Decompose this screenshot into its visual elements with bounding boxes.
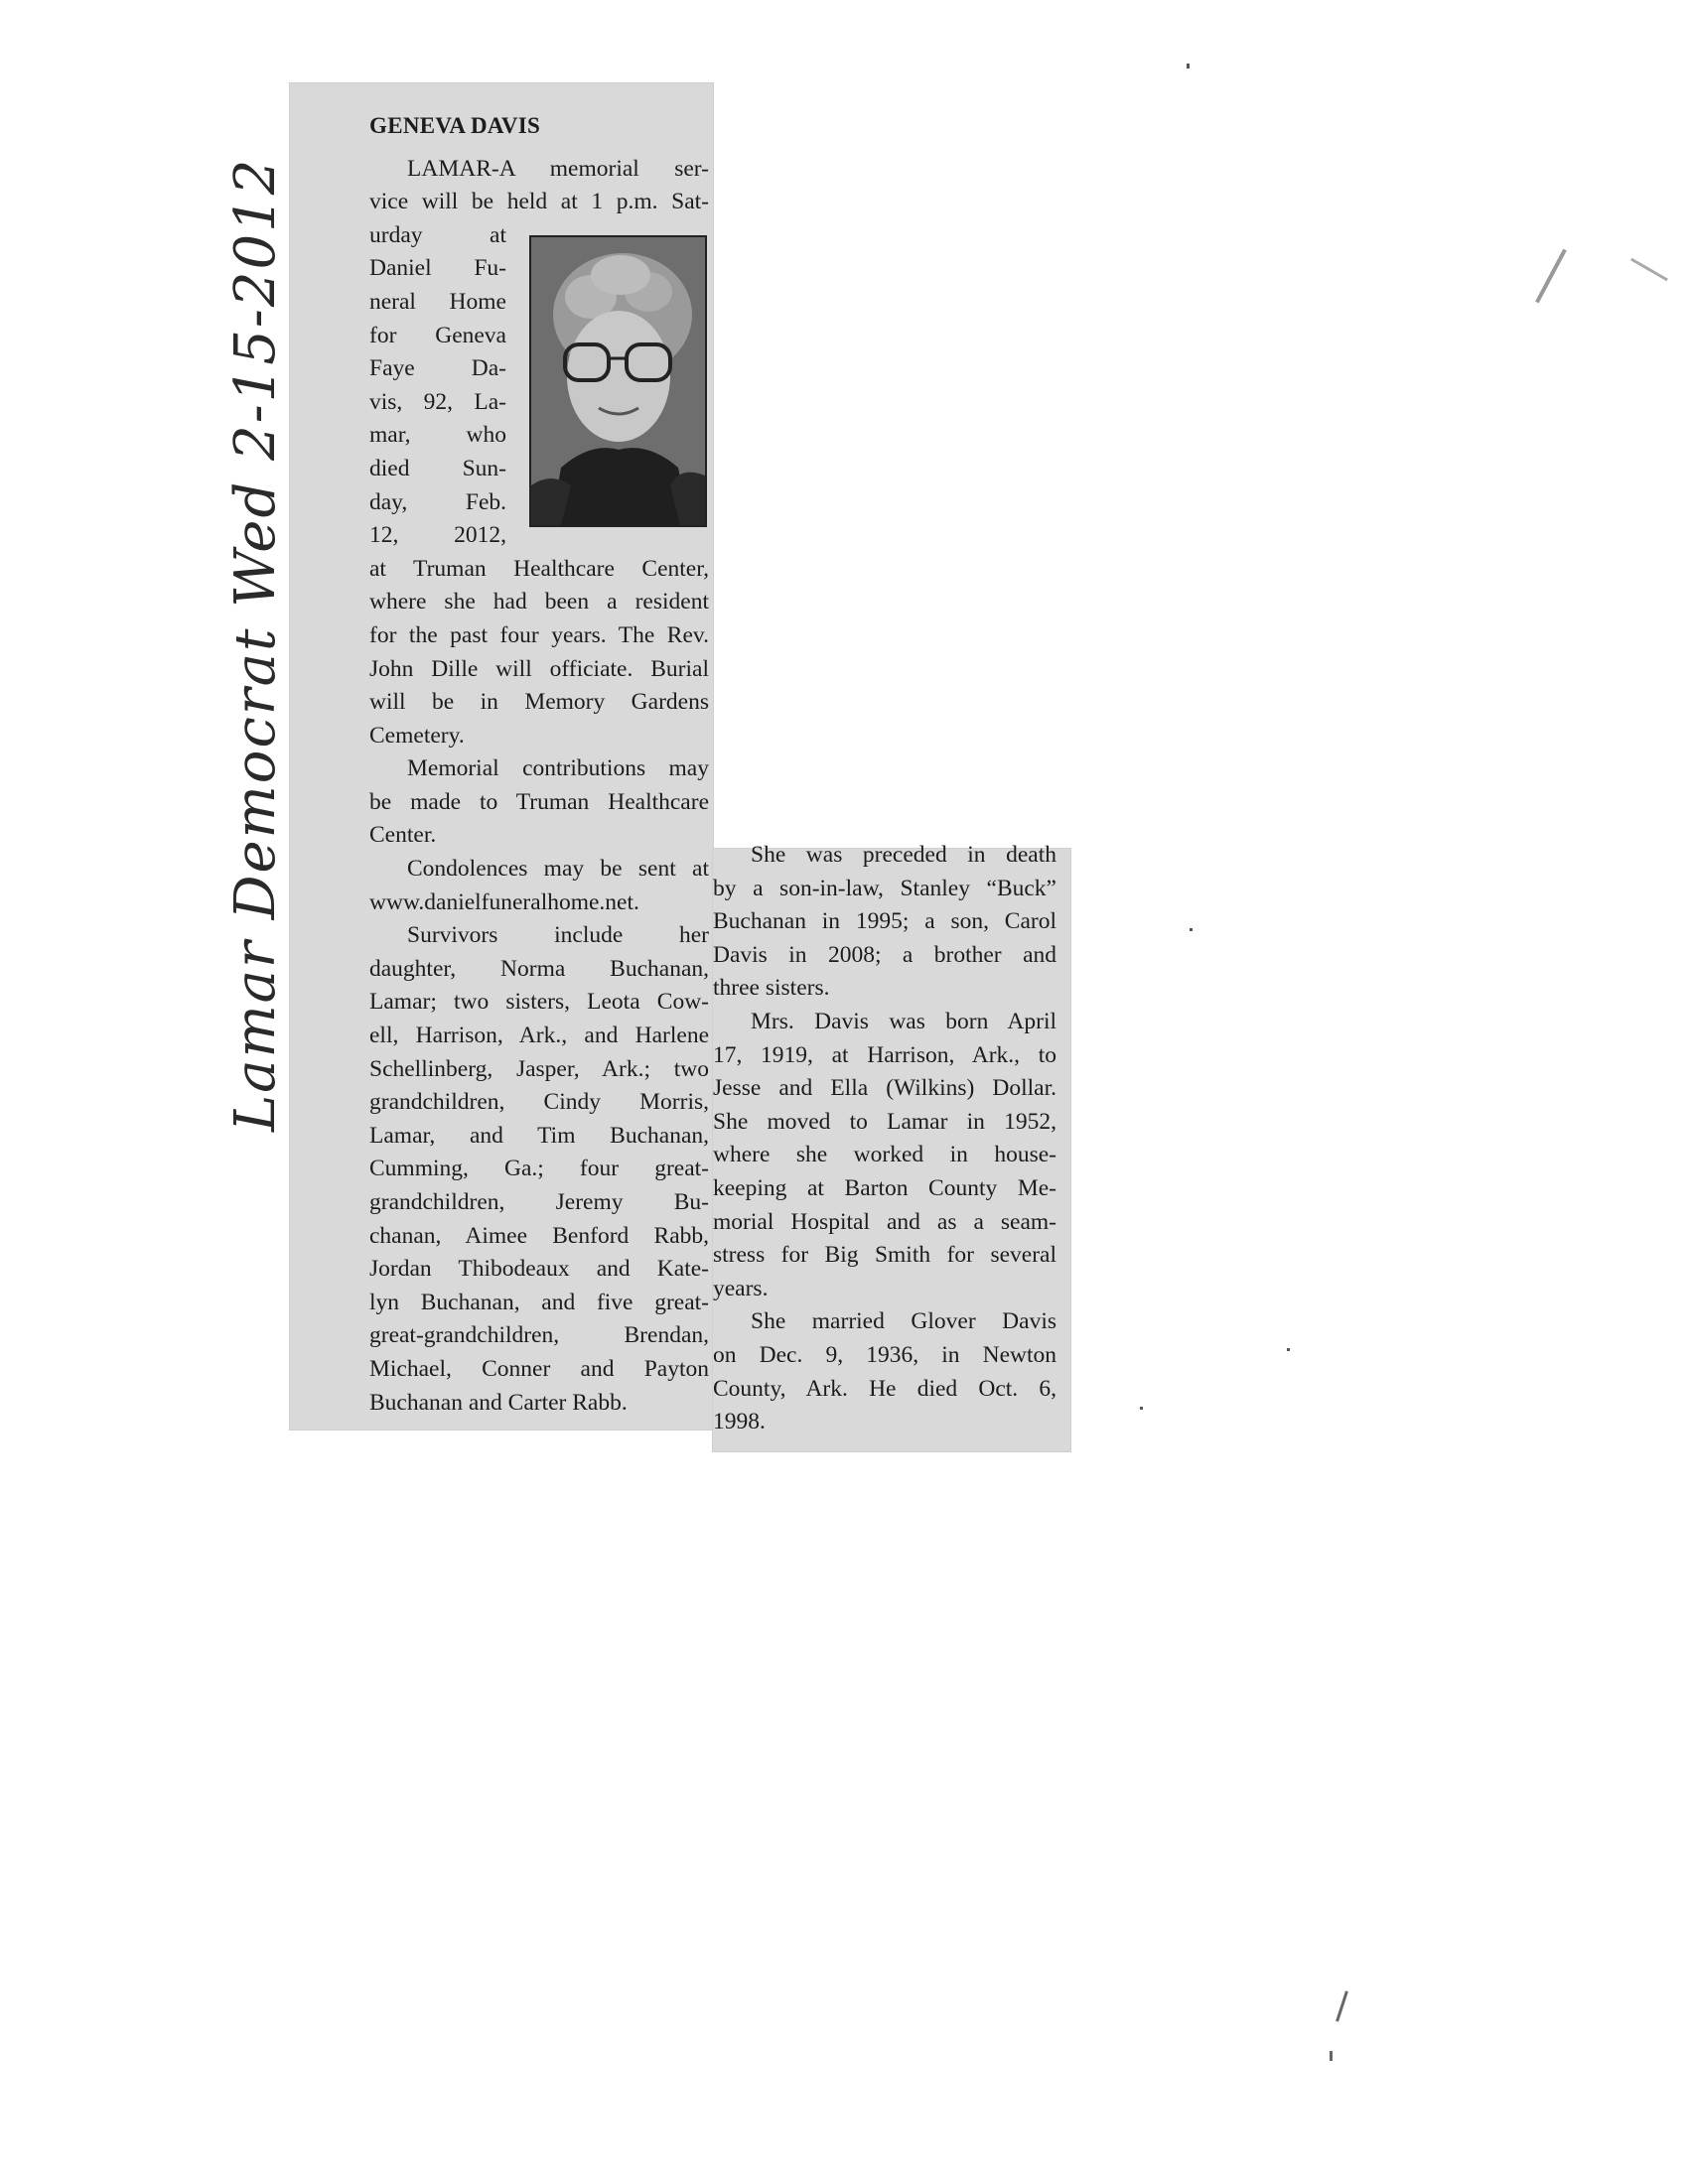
obituary-text-line: mar, who: [369, 422, 506, 449]
obituary-text-line: on Dec. 9, 1936, in Newton: [713, 1341, 1056, 1368]
obituary-text-line: ell, Harrison, Ark., and Harlene: [369, 1023, 709, 1049]
obituary-text-line: urday at: [369, 221, 506, 248]
obituary-text-line: 1998.: [713, 1409, 766, 1435]
obituary-text-line: by a son-in-law, Stanley “Buck”: [713, 875, 1056, 901]
obituary-text-line: Center.: [369, 822, 437, 849]
obituary-headline: GENEVA DAVIS: [369, 113, 541, 138]
obituary-text-line: for Geneva: [369, 322, 506, 348]
obituary-text-line: Jordan Thibodeaux and Kate-: [369, 1256, 709, 1283]
scan-speck: [1535, 249, 1567, 304]
obituary-text-line: vis, 92, La-: [369, 388, 506, 415]
obituary-text-line: day, Feb.: [369, 488, 506, 515]
obituary-text-line: keeping at Barton County Me-: [713, 1174, 1056, 1201]
obituary-text-line: County, Ark. He died Oct. 6,: [713, 1375, 1056, 1402]
obituary-text-line: She was preceded in death: [751, 842, 1056, 868]
obituary-text-line: Condolences may be sent at: [407, 856, 709, 883]
obituary-text-line: Buchanan and Carter Rabb.: [369, 1389, 628, 1416]
obituary-text-line: Schellinberg, Jasper, Ark.; two: [369, 1055, 709, 1082]
scan-speck: [1336, 1990, 1348, 2021]
obituary-text-line: John Dille will officiate. Burial: [369, 655, 709, 682]
obituary-text-line: three sisters.: [713, 975, 830, 1002]
obituary-text-line: She moved to Lamar in 1952,: [713, 1108, 1056, 1135]
obituary-text-line: where she had been a resident: [369, 589, 709, 615]
obituary-text-line: chanan, Aimee Benford Rabb,: [369, 1222, 709, 1249]
obituary-text-line: She married Glover Davis: [751, 1308, 1056, 1335]
obituary-text-line: www.danielfuneralhome.net.: [369, 888, 639, 915]
obituary-text-line: Mrs. Davis was born April: [751, 1008, 1056, 1034]
obituary-text-line: 17, 1919, at Harrison, Ark., to: [713, 1041, 1056, 1068]
scan-speck: [1330, 2051, 1333, 2061]
obituary-text-line: Cumming, Ga.; four great-: [369, 1156, 709, 1182]
obituary-text-line: Faye Da-: [369, 355, 506, 382]
obituary-text-line: neral Home: [369, 288, 506, 315]
obituary-text-line: will be in Memory Gardens: [369, 689, 709, 716]
obituary-text-line: where she worked in house-: [713, 1142, 1056, 1168]
obituary-text-line: Memorial contributions may: [407, 755, 709, 782]
obituary-column-2: [713, 839, 1056, 1439]
obituary-text-line: morial Hospital and as a seam-: [713, 1208, 1056, 1235]
obituary-text-line: grandchildren, Cindy Morris,: [369, 1089, 709, 1116]
obituary-text-line: Lamar, and Tim Buchanan,: [369, 1122, 709, 1149]
obituary-text-line: great-grandchildren, Brendan,: [369, 1322, 709, 1349]
obituary-text-line: died Sun-: [369, 455, 506, 481]
obituary-text-line: at Truman Healthcare Center,: [369, 555, 709, 582]
handwritten-note: Lamar Democrat Wed 2-15-2012: [223, 157, 288, 1132]
obituary-text-line: Michael, Conner and Payton: [369, 1355, 709, 1382]
obituary-text-line: stress for Big Smith for several: [713, 1242, 1056, 1269]
obituary-text-line: years.: [713, 1275, 769, 1301]
obituary-text-line: Daniel Fu-: [369, 255, 506, 282]
obituary-text-line: Jesse and Ella (Wilkins) Dollar.: [713, 1075, 1056, 1102]
obituary-column-1: [369, 109, 709, 1420]
obituary-text-line: be made to Truman Healthcare: [369, 788, 709, 815]
obituary-text-line: 12, 2012,: [369, 522, 506, 549]
scan-speck: [1140, 1407, 1143, 1410]
obituary-text-line: Survivors include her: [407, 922, 709, 949]
obituary-text-line: LAMAR-A memorial ser-: [407, 155, 709, 182]
scan-speck: [1190, 928, 1193, 931]
obituary-text-line: daughter, Norma Buchanan,: [369, 955, 709, 982]
obituary-text-line: for the past four years. The Rev.: [369, 621, 709, 648]
obituary-text-line: Buchanan in 1995; a son, Carol: [713, 908, 1056, 935]
scan-speck: [1187, 64, 1190, 68]
obituary-text-line: vice will be held at 1 p.m. Sat-: [369, 189, 709, 215]
obituary-text-line: Cemetery.: [369, 722, 465, 749]
obituary-text-line: Lamar; two sisters, Leota Cow-: [369, 989, 709, 1016]
obituary-text-line: Davis in 2008; a brother and: [713, 941, 1056, 968]
scan-speck: [1630, 258, 1668, 282]
obituary-text-line: grandchildren, Jeremy Bu-: [369, 1189, 709, 1215]
obituary-text-line: lyn Buchanan, and five great-: [369, 1289, 709, 1315]
scan-speck: [1287, 1348, 1290, 1351]
